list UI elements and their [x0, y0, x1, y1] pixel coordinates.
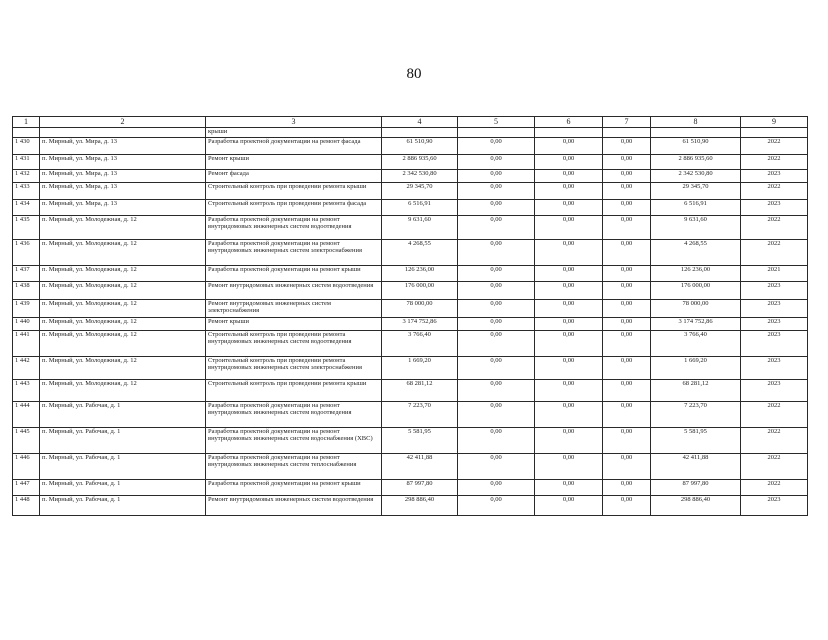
- row-address: п. Мирный, ул. Мира, д. 13: [40, 200, 206, 216]
- column-header: 7: [603, 117, 651, 128]
- row-col5: 0,00: [458, 216, 535, 240]
- row-work: Ремонт фасада: [206, 170, 382, 183]
- row-address: п. Мирный, ул. Мира, д. 13: [40, 155, 206, 170]
- row-total: 9 631,60: [382, 216, 458, 240]
- continuation-row: [13, 128, 808, 138]
- row-col5: 0,00: [458, 138, 535, 155]
- row-work: Разработка проектной документации на ремонт внутридомовых инженерных систем водоотведения: [206, 216, 382, 240]
- row-col7: 0,00: [603, 318, 651, 331]
- table-row: [13, 266, 808, 282]
- row-col7: 0,00: [603, 402, 651, 428]
- table-row: [13, 170, 808, 183]
- row-col5: 0,00: [458, 480, 535, 496]
- row-year: 2023: [741, 380, 808, 402]
- row-col7: 0,00: [603, 138, 651, 155]
- row-work: Строительный контроль при проведении ремонта внутридомовых инженерных систем электроснабжения: [206, 357, 382, 380]
- row-col7: 0,00: [603, 266, 651, 282]
- row-total: 68 281,12: [382, 380, 458, 402]
- row-col8: 68 281,12: [651, 380, 741, 402]
- row-col7: 0,00: [603, 300, 651, 318]
- row-col5: 0,00: [458, 380, 535, 402]
- row-work: Ремонт крыши: [206, 318, 382, 331]
- row-year: 2023: [741, 331, 808, 357]
- row-col7: 0,00: [603, 380, 651, 402]
- row-year: 2022: [741, 138, 808, 155]
- row-total: 61 510,90: [382, 138, 458, 155]
- row-id: 1 434: [13, 200, 40, 216]
- row-total: 42 411,88: [382, 454, 458, 480]
- table-row: [13, 357, 808, 380]
- row-col8: 1 669,20: [651, 357, 741, 380]
- row-total: 126 236,00: [382, 266, 458, 282]
- row-col6: 0,00: [535, 402, 603, 428]
- row-id: 1 438: [13, 282, 40, 300]
- table-row: [13, 300, 808, 318]
- column-header: 2: [40, 117, 206, 128]
- row-col8: 3 766,40: [651, 331, 741, 357]
- row-work: Разработка проектной документации на ремонт крыши: [206, 480, 382, 496]
- row-total: 6 516,91: [382, 200, 458, 216]
- row-id: 1 442: [13, 357, 40, 380]
- table-row: [13, 155, 808, 170]
- row-col8: 78 000,00: [651, 300, 741, 318]
- row-col6: 0,00: [535, 183, 603, 200]
- row-col6: 0,00: [535, 155, 603, 170]
- row-col5: 0,00: [458, 331, 535, 357]
- row-work: Разработка проектной документации на ремонт внутридомовых инженерных систем водоотведения: [206, 402, 382, 428]
- row-col8: 87 997,80: [651, 480, 741, 496]
- column-header: 8: [651, 117, 741, 128]
- row-address: п. Мирный, ул. Молодежная, д. 12: [40, 318, 206, 331]
- row-year: 2022: [741, 454, 808, 480]
- row-col6: 0,00: [535, 357, 603, 380]
- row-id: 1 430: [13, 138, 40, 155]
- row-id: 1 445: [13, 428, 40, 454]
- row-col7: 0,00: [603, 454, 651, 480]
- row-work: Строительный контроль при проведении ремонта крыши: [206, 380, 382, 402]
- row-address: п. Мирный, ул. Молодежная, д. 12: [40, 266, 206, 282]
- table-row: [13, 454, 808, 480]
- row-year: 2023: [741, 282, 808, 300]
- row-col5: 0,00: [458, 183, 535, 200]
- row-total: 29 345,70: [382, 183, 458, 200]
- row-col8: 5 581,95: [651, 428, 741, 454]
- column-header: 5: [458, 117, 535, 128]
- column-header: 6: [535, 117, 603, 128]
- row-col8: 6 516,91: [651, 200, 741, 216]
- row-col8: 2 886 935,60: [651, 155, 741, 170]
- row-col5: 0,00: [458, 454, 535, 480]
- row-col7: 0,00: [603, 155, 651, 170]
- row-year: 2023: [741, 170, 808, 183]
- row-col5: 0,00: [458, 200, 535, 216]
- row-id: 1 436: [13, 240, 40, 266]
- table-row: [13, 496, 808, 516]
- table-row: [13, 138, 808, 155]
- row-total: 3 174 752,86: [382, 318, 458, 331]
- column-header: 3: [206, 117, 382, 128]
- row-address: п. Мирный, ул. Рабочая, д. 1: [40, 454, 206, 480]
- row-work: Разработка проектной документации на ремонт внутридомовых инженерных систем электроснабжения: [206, 240, 382, 266]
- row-col5: 0,00: [458, 357, 535, 380]
- row-address: п. Мирный, ул. Рабочая, д. 1: [40, 402, 206, 428]
- page-number: 80: [406, 66, 422, 82]
- row-address: п. Мирный, ул. Молодежная, д. 12: [40, 282, 206, 300]
- row-col7: 0,00: [603, 216, 651, 240]
- row-col8: 7 223,70: [651, 402, 741, 428]
- row-year: 2022: [741, 216, 808, 240]
- row-col5: 0,00: [458, 266, 535, 282]
- row-work: Строительный контроль при проведении ремонта внутридомовых инженерных систем водоотведения: [206, 331, 382, 357]
- row-id: 1 439: [13, 300, 40, 318]
- row-total: 78 000,00: [382, 300, 458, 318]
- table-row: [13, 282, 808, 300]
- row-address: п. Мирный, ул. Рабочая, д. 1: [40, 480, 206, 496]
- row-work: Разработка проектной документации на ремонт крыши: [206, 266, 382, 282]
- row-year: 2022: [741, 402, 808, 428]
- row-total: 2 886 935,60: [382, 155, 458, 170]
- row-col6: 0,00: [535, 454, 603, 480]
- row-col8: 29 345,70: [651, 183, 741, 200]
- row-col6: 0,00: [535, 266, 603, 282]
- row-col8: 298 886,40: [651, 496, 741, 516]
- row-id: 1 444: [13, 402, 40, 428]
- row-year: 2023: [741, 318, 808, 331]
- row-address: п. Мирный, ул. Молодежная, д. 12: [40, 380, 206, 402]
- row-total: 298 886,40: [382, 496, 458, 516]
- row-id: 1 447: [13, 480, 40, 496]
- row-col5: 0,00: [458, 496, 535, 516]
- row-year: 2022: [741, 240, 808, 266]
- table-row: [13, 183, 808, 200]
- row-total: 1 669,20: [382, 357, 458, 380]
- row-id: 1 433: [13, 183, 40, 200]
- row-year: 2022: [741, 155, 808, 170]
- row-col7: 0,00: [603, 428, 651, 454]
- row-col8: 2 342 530,80: [651, 170, 741, 183]
- table-row: [13, 240, 808, 266]
- row-col6: 0,00: [535, 138, 603, 155]
- row-col8: 61 510,90: [651, 138, 741, 155]
- row-id: 1 435: [13, 216, 40, 240]
- row-col6: 0,00: [535, 496, 603, 516]
- row-id: 1 448: [13, 496, 40, 516]
- row-col6: 0,00: [535, 318, 603, 331]
- row-col5: 0,00: [458, 282, 535, 300]
- row-col6: 0,00: [535, 331, 603, 357]
- row-year: 2021: [741, 266, 808, 282]
- row-year: 2022: [741, 183, 808, 200]
- row-address: п. Мирный, ул. Рабочая, д. 1: [40, 496, 206, 516]
- table-row: [13, 318, 808, 331]
- table-row: [13, 216, 808, 240]
- row-col6: 0,00: [535, 480, 603, 496]
- row-id: 1 432: [13, 170, 40, 183]
- table-row: [13, 480, 808, 496]
- row-id: 1 440: [13, 318, 40, 331]
- row-address: п. Мирный, ул. Молодежная, д. 12: [40, 331, 206, 357]
- row-col8: 176 000,00: [651, 282, 741, 300]
- row-col8: 42 411,88: [651, 454, 741, 480]
- row-address: п. Мирный, ул. Молодежная, д. 12: [40, 300, 206, 318]
- row-col7: 0,00: [603, 183, 651, 200]
- row-col6: 0,00: [535, 200, 603, 216]
- row-col5: 0,00: [458, 428, 535, 454]
- row-work: Ремонт внутридомовых инженерных систем водоотведения: [206, 282, 382, 300]
- register-table: [12, 116, 808, 516]
- row-total: 4 268,55: [382, 240, 458, 266]
- table-row: [13, 380, 808, 402]
- row-work: Строительный контроль при проведении ремонта фасада: [206, 200, 382, 216]
- row-work: Ремонт внутридомовых инженерных систем электроснабжения: [206, 300, 382, 318]
- row-col6: 0,00: [535, 380, 603, 402]
- continuation-text: крыши: [206, 128, 382, 138]
- column-header: 9: [741, 117, 808, 128]
- row-id: 1 443: [13, 380, 40, 402]
- row-work: Разработка проектной документации на ремонт внутридомовых инженерных систем теплоснабжения: [206, 454, 382, 480]
- row-col7: 0,00: [603, 282, 651, 300]
- row-total: 5 581,95: [382, 428, 458, 454]
- row-col6: 0,00: [535, 428, 603, 454]
- row-col6: 0,00: [535, 282, 603, 300]
- row-col8: 4 268,55: [651, 240, 741, 266]
- row-year: 2023: [741, 300, 808, 318]
- row-work: Ремонт крыши: [206, 155, 382, 170]
- row-address: п. Мирный, ул. Молодежная, д. 12: [40, 240, 206, 266]
- column-header: 4: [382, 117, 458, 128]
- row-year: 2023: [741, 496, 808, 516]
- table-row: [13, 428, 808, 454]
- row-col5: 0,00: [458, 318, 535, 331]
- column-header: 1: [13, 117, 40, 128]
- row-total: 2 342 530,80: [382, 170, 458, 183]
- row-col7: 0,00: [603, 357, 651, 380]
- row-col7: 0,00: [603, 496, 651, 516]
- row-col7: 0,00: [603, 170, 651, 183]
- row-col5: 0,00: [458, 155, 535, 170]
- row-id: 1 437: [13, 266, 40, 282]
- column-header-row: [13, 117, 808, 128]
- row-year: 2022: [741, 480, 808, 496]
- row-id: 1 446: [13, 454, 40, 480]
- row-col5: 0,00: [458, 300, 535, 318]
- row-col7: 0,00: [603, 480, 651, 496]
- row-address: п. Мирный, ул. Мира, д. 13: [40, 138, 206, 155]
- row-col5: 0,00: [458, 170, 535, 183]
- row-year: 2023: [741, 357, 808, 380]
- row-total: 7 223,70: [382, 402, 458, 428]
- table-row: [13, 331, 808, 357]
- row-col8: 3 174 752,86: [651, 318, 741, 331]
- row-col6: 0,00: [535, 300, 603, 318]
- row-work: Строительный контроль при проведении ремонта крыши: [206, 183, 382, 200]
- row-work: Разработка проектной документации на ремонт внутридомовых инженерных систем водоснабжения (ХВС): [206, 428, 382, 454]
- row-col7: 0,00: [603, 240, 651, 266]
- row-col8: 9 631,60: [651, 216, 741, 240]
- row-col7: 0,00: [603, 200, 651, 216]
- row-total: 176 000,00: [382, 282, 458, 300]
- row-work: Разработка проектной документации на ремонт фасада: [206, 138, 382, 155]
- table-row: [13, 200, 808, 216]
- row-col6: 0,00: [535, 216, 603, 240]
- row-address: п. Мирный, ул. Молодежная, д. 12: [40, 216, 206, 240]
- row-col7: 0,00: [603, 331, 651, 357]
- row-col6: 0,00: [535, 170, 603, 183]
- row-address: п. Мирный, ул. Мира, д. 13: [40, 170, 206, 183]
- row-address: п. Мирный, ул. Рабочая, д. 1: [40, 428, 206, 454]
- row-total: 3 766,40: [382, 331, 458, 357]
- row-col6: 0,00: [535, 240, 603, 266]
- row-col8: 126 236,00: [651, 266, 741, 282]
- row-id: 1 431: [13, 155, 40, 170]
- row-col5: 0,00: [458, 402, 535, 428]
- row-year: 2022: [741, 428, 808, 454]
- row-address: п. Мирный, ул. Мира, д. 13: [40, 183, 206, 200]
- row-year: 2023: [741, 200, 808, 216]
- row-col5: 0,00: [458, 240, 535, 266]
- row-address: п. Мирный, ул. Молодежная, д. 12: [40, 357, 206, 380]
- row-work: Ремонт внутридомовых инженерных систем водоотведения: [206, 496, 382, 516]
- row-id: 1 441: [13, 331, 40, 357]
- table-row: [13, 402, 808, 428]
- row-total: 87 997,80: [382, 480, 458, 496]
